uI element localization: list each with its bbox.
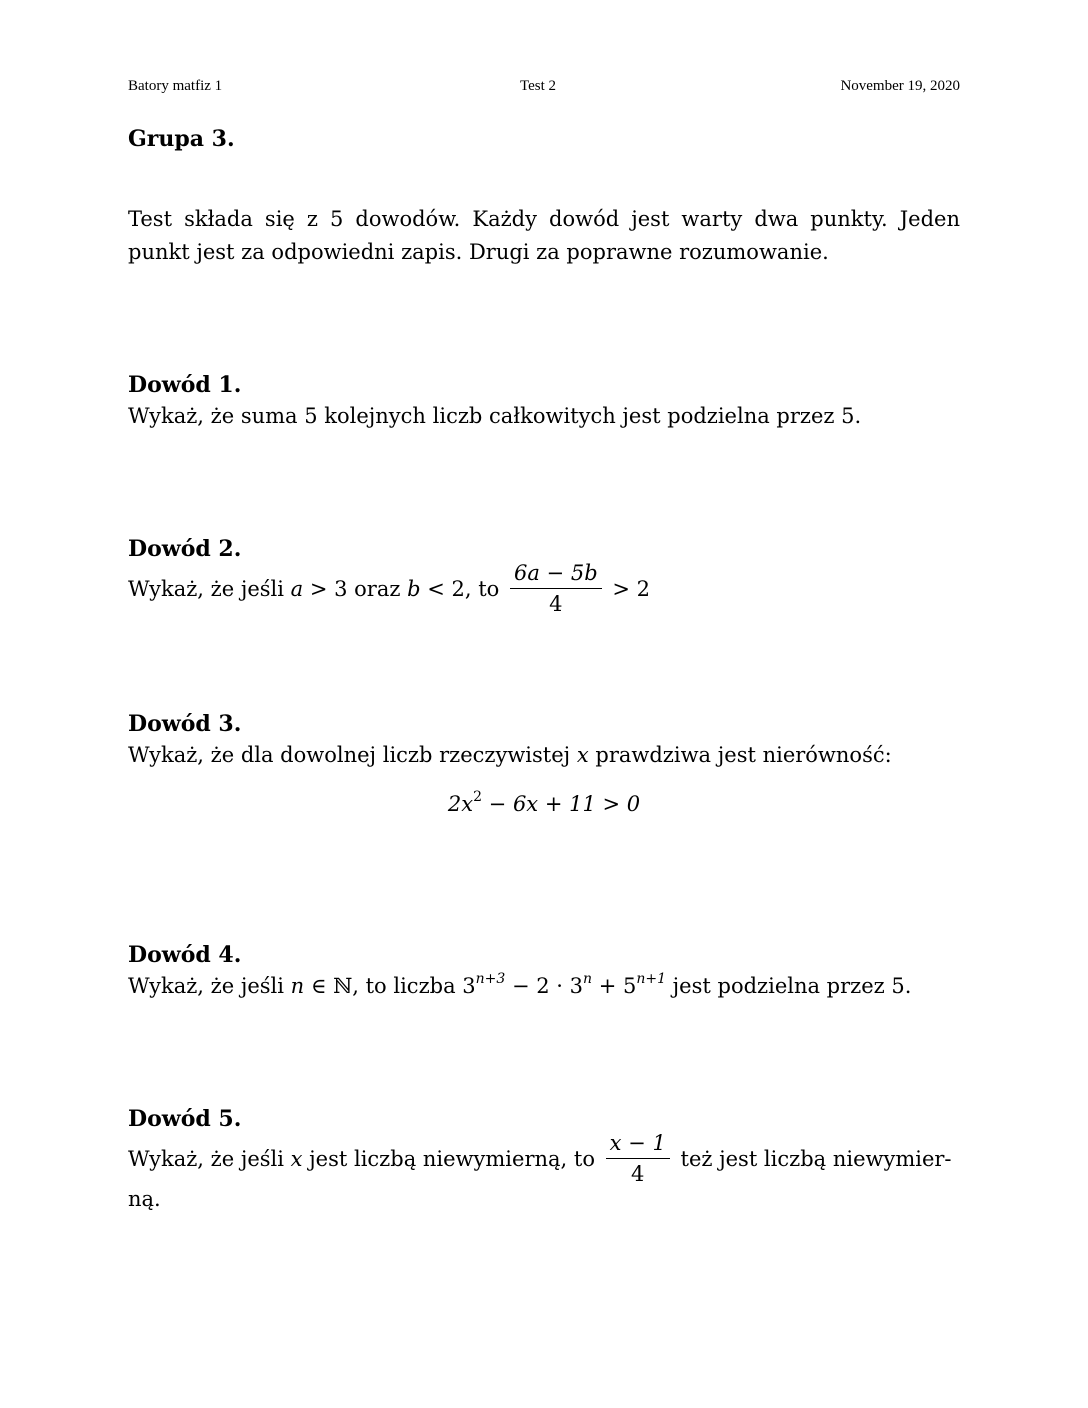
proof-2-lt2: < 2, to — [420, 577, 500, 601]
proof-3-term-a: 2x — [447, 792, 474, 816]
proof-1-title: Dowód 1. — [128, 372, 242, 398]
proof-4-plus5: + 5 — [592, 974, 637, 998]
page-header — [128, 78, 960, 100]
proof-4-exp-1: n+3 — [475, 971, 506, 987]
proof-4-text — [128, 970, 960, 1003]
proof-5-var-x: x — [290, 1147, 303, 1171]
header-test-name: Test 2 — [520, 78, 557, 94]
proof-4-in-n: ∈ ℕ, to liczba 3 — [304, 974, 476, 998]
proof-2-text — [128, 560, 960, 621]
proof-3-var-x: x — [576, 743, 589, 767]
proof-3-prefix: Wykaż, że dla dowolnej liczb rzeczywistej — [128, 743, 577, 767]
proof-5-middle: jest liczbą niewymierną, to — [302, 1147, 595, 1171]
proof-4-suffix: jest podzielna przez 5. — [666, 974, 912, 998]
proof-4-title: Dowód 4. — [128, 942, 242, 968]
proof-5-fraction — [606, 1128, 670, 1189]
proof-3-suffix: prawdziwa jest nierówność: — [588, 743, 892, 767]
proof-4 — [128, 940, 960, 1003]
proof-2-var-a: a — [290, 577, 304, 601]
proof-2-gt3: > 3 oraz — [303, 577, 408, 601]
proof-2-fraction-denominator: 4 — [549, 592, 563, 616]
proof-4-mid: − 2 · 3 — [505, 974, 583, 998]
proof-5-title: Dowód 5. — [128, 1106, 242, 1132]
proof-2 — [128, 534, 960, 621]
header-date: November 19, 2020 — [840, 78, 960, 94]
proof-4-var-n: n — [290, 974, 305, 998]
proof-3 — [128, 709, 960, 821]
proof-5-prefix: Wykaż, że jeśli — [128, 1147, 291, 1171]
intro-paragraph: Test składa się z 5 dowodów. Każdy dowód jest warty dwa punkty. Jeden punkt jest za odpowiedni zapis. Drugi za poprawne rozumowanie. — [128, 207, 960, 264]
proof-2-suffix: > 2 — [612, 577, 650, 601]
proof-5-fraction-numerator: x − 1 — [606, 1128, 670, 1159]
proof-4-prefix: Wykaż, że jeśli — [128, 974, 291, 998]
proof-4-exp-2: n — [583, 971, 593, 987]
header-course: Batory matfiz 1 — [128, 78, 223, 94]
proof-5-text — [128, 1130, 960, 1191]
proof-2-title: Dowód 2. — [128, 536, 242, 562]
proof-3-text — [128, 739, 960, 772]
proof-2-fraction-numerator: 6a − 5b — [510, 558, 602, 589]
proof-3-title: Dowód 3. — [128, 711, 242, 737]
proof-5-fraction-denominator: 4 — [631, 1162, 645, 1186]
proof-5-line-2: ną. — [128, 1187, 161, 1211]
group-title: Grupa 3. — [128, 126, 235, 152]
proof-4-exp-3: n+1 — [636, 971, 666, 987]
proof-3-term-b: − 6x + 11 > 0 — [482, 792, 641, 816]
proof-5-suffix: też jest liczbą niewymier- — [680, 1147, 952, 1171]
proof-1 — [128, 370, 960, 433]
proof-1-text: Wykaż, że suma 5 kolejnych liczb całkowitych jest podzielna przez 5. — [128, 404, 862, 428]
proof-3-exponent: 2 — [473, 789, 482, 805]
proof-5 — [128, 1104, 960, 1216]
proof-2-prefix: Wykaż, że jeśli — [128, 577, 291, 601]
proof-2-var-b: b — [407, 577, 421, 601]
proof-3-inequality — [128, 788, 960, 821]
proof-2-fraction — [510, 558, 602, 619]
